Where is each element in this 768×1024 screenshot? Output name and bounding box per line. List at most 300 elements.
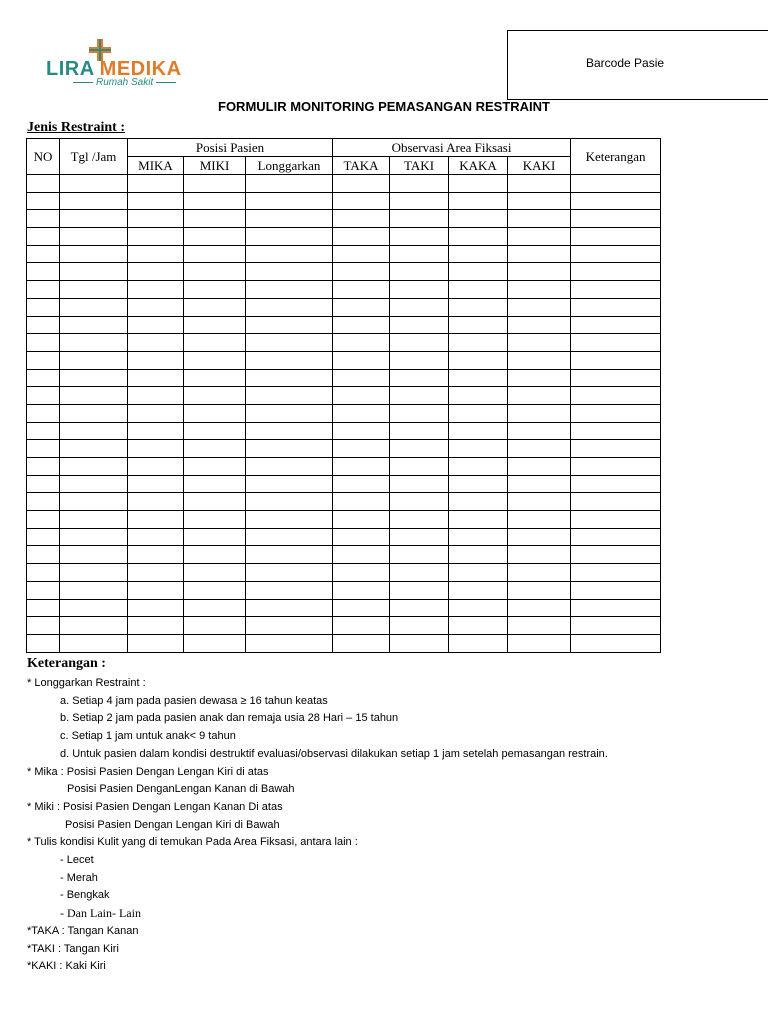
cell-taka[interactable] [333,404,390,422]
cell-kaki[interactable] [508,192,571,210]
cell-no[interactable] [27,440,60,458]
cell-kaki[interactable] [508,511,571,529]
cell-taki[interactable] [390,263,449,281]
cell-miki[interactable] [184,263,246,281]
table-row [27,316,661,334]
cell-taki[interactable] [390,546,449,564]
cell-no[interactable] [27,404,60,422]
cell-no[interactable] [27,387,60,405]
cell-taka[interactable] [333,458,390,476]
cell-kaka[interactable] [449,316,508,334]
cell-tgl-jam[interactable] [60,475,128,493]
cell-longgarkan[interactable] [246,263,333,281]
cell-kaka[interactable] [449,228,508,246]
cell-kaki[interactable] [508,334,571,352]
cell-kaka[interactable] [449,493,508,511]
cell-kaki[interactable] [508,175,571,193]
barcode-box [507,30,768,100]
cell-longgarkan[interactable] [246,351,333,369]
cell-longgarkan[interactable] [246,581,333,599]
cell-taka[interactable] [333,475,390,493]
cell-taki[interactable] [390,369,449,387]
cell-mika[interactable] [128,599,184,617]
cell-keterangan[interactable] [571,387,661,405]
cell-kaki[interactable] [508,440,571,458]
cell-keterangan[interactable] [571,546,661,564]
table-row [27,493,661,511]
cell-longgarkan[interactable] [246,334,333,352]
cell-tgl-jam[interactable] [60,581,128,599]
cell-no[interactable] [27,581,60,599]
cell-no[interactable] [27,228,60,246]
table-row [27,511,661,529]
cell-tgl-jam[interactable] [60,493,128,511]
cell-miki[interactable] [184,281,246,299]
cell-keterangan[interactable] [571,599,661,617]
cell-longgarkan[interactable] [246,422,333,440]
cell-keterangan[interactable] [571,210,661,228]
header-kaka: KAKA [449,157,508,175]
cell-tgl-jam[interactable] [60,617,128,635]
logo-subtitle: Rumah Sakit [70,77,179,88]
cell-no[interactable] [27,210,60,228]
cell-tgl-jam[interactable] [60,458,128,476]
cell-miki[interactable] [184,175,246,193]
cell-kaki[interactable] [508,422,571,440]
cell-taki[interactable] [390,475,449,493]
cell-mika[interactable] [128,458,184,476]
cell-taki[interactable] [390,298,449,316]
cell-no[interactable] [27,546,60,564]
cell-keterangan[interactable] [571,228,661,246]
cell-longgarkan[interactable] [246,634,333,652]
cell-keterangan[interactable] [571,281,661,299]
cell-taka[interactable] [333,334,390,352]
cell-kaka[interactable] [449,599,508,617]
cell-longgarkan[interactable] [246,281,333,299]
cell-kaki[interactable] [508,351,571,369]
cell-keterangan[interactable] [571,404,661,422]
cell-taki[interactable] [390,351,449,369]
table-row [27,528,661,546]
cell-tgl-jam[interactable] [60,281,128,299]
cell-mika[interactable] [128,546,184,564]
cell-no[interactable] [27,475,60,493]
cell-keterangan[interactable] [571,440,661,458]
cell-taka[interactable] [333,599,390,617]
cell-longgarkan[interactable] [246,475,333,493]
cell-miki[interactable] [184,334,246,352]
cell-mika[interactable] [128,617,184,635]
cell-miki[interactable] [184,404,246,422]
cell-longgarkan[interactable] [246,511,333,529]
cell-mika[interactable] [128,634,184,652]
cell-mika[interactable] [128,228,184,246]
cell-longgarkan[interactable] [246,175,333,193]
cell-keterangan[interactable] [571,351,661,369]
cell-tgl-jam[interactable] [60,298,128,316]
cell-keterangan[interactable] [571,316,661,334]
cell-tgl-jam[interactable] [60,175,128,193]
cell-tgl-jam[interactable] [60,634,128,652]
note-kondisi-kulit: * Tulis kondisi Kulit yang di temukan Pada Area Fiksasi, antara lain : [27,836,358,849]
cell-mika[interactable] [128,351,184,369]
cell-keterangan[interactable] [571,581,661,599]
cell-miki[interactable] [184,493,246,511]
cell-longgarkan[interactable] [246,493,333,511]
cell-kaka[interactable] [449,387,508,405]
cell-miki[interactable] [184,192,246,210]
cell-miki[interactable] [184,316,246,334]
cell-mika[interactable] [128,511,184,529]
cell-kaka[interactable] [449,404,508,422]
cell-longgarkan[interactable] [246,245,333,263]
cell-kaka[interactable] [449,281,508,299]
cell-tgl-jam[interactable] [60,334,128,352]
cell-longgarkan[interactable] [246,369,333,387]
cell-kaka[interactable] [449,245,508,263]
cell-taki[interactable] [390,528,449,546]
note-longgarkan-c: c. Setiap 1 jam untuk anak< 9 tahun [60,730,236,743]
cell-kaka[interactable] [449,475,508,493]
cell-no[interactable] [27,422,60,440]
note-miki-detail: Posisi Pasien Dengan Lengan Kiri di Bawah [65,818,280,831]
cell-taki[interactable] [390,634,449,652]
cell-miki[interactable] [184,440,246,458]
cell-kaki[interactable] [508,228,571,246]
cell-taka[interactable] [333,210,390,228]
cell-kaki[interactable] [508,634,571,652]
cell-taki[interactable] [390,581,449,599]
cell-kaka[interactable] [449,634,508,652]
cell-taka[interactable] [333,422,390,440]
cell-mika[interactable] [128,422,184,440]
cell-tgl-jam[interactable] [60,245,128,263]
cell-taki[interactable] [390,192,449,210]
cell-miki[interactable] [184,351,246,369]
notes-title: Keterangan : [27,656,106,671]
cell-tgl-jam[interactable] [60,228,128,246]
cell-tgl-jam[interactable] [60,422,128,440]
note-kulit-merah: - Merah [60,871,98,884]
cell-miki[interactable] [184,245,246,263]
cell-mika[interactable] [128,281,184,299]
cell-keterangan[interactable] [571,298,661,316]
cell-taka[interactable] [333,581,390,599]
header-taki: TAKI [390,157,449,175]
note-longgarkan-d: d. Untuk pasien dalam kondisi destruktif evaluasi/observasi dilakukan setiap 1 jam setelah pemasangan restrain. [60,747,608,760]
cell-taka[interactable] [333,387,390,405]
cell-taki[interactable] [390,493,449,511]
cell-miki[interactable] [184,458,246,476]
cell-taka[interactable] [333,316,390,334]
cell-tgl-jam[interactable] [60,387,128,405]
cell-keterangan[interactable] [571,422,661,440]
cell-longgarkan[interactable] [246,316,333,334]
cell-kaki[interactable] [508,316,571,334]
cell-mika[interactable] [128,175,184,193]
cell-no[interactable] [27,316,60,334]
cell-kaka[interactable] [449,298,508,316]
cell-keterangan[interactable] [571,458,661,476]
cell-kaka[interactable] [449,263,508,281]
cell-taka[interactable] [333,351,390,369]
cell-tgl-jam[interactable] [60,316,128,334]
barcode-label: Barcode Pasie [586,56,665,70]
cell-miki[interactable] [184,228,246,246]
cell-kaki[interactable] [508,387,571,405]
cell-longgarkan[interactable] [246,298,333,316]
cell-taka[interactable] [333,245,390,263]
cell-keterangan[interactable] [571,263,661,281]
cell-kaki[interactable] [508,281,571,299]
cell-taka[interactable] [333,175,390,193]
cell-no[interactable] [27,458,60,476]
cell-taki[interactable] [390,458,449,476]
cell-tgl-jam[interactable] [60,511,128,529]
jenis-restraint-label: Jenis Restraint : [27,120,125,135]
note-longgarkan-b: b. Setiap 2 jam pada pasien anak dan remaja usia 28 Hari – 15 tahun [60,712,399,725]
cell-kaka[interactable] [449,175,508,193]
table-row [27,281,661,299]
cell-no[interactable] [27,298,60,316]
cell-keterangan[interactable] [571,511,661,529]
cell-tgl-jam[interactable] [60,369,128,387]
cell-keterangan[interactable] [571,475,661,493]
cell-kaka[interactable] [449,440,508,458]
cell-longgarkan[interactable] [246,387,333,405]
cell-taki[interactable] [390,564,449,582]
cell-longgarkan[interactable] [246,404,333,422]
cell-mika[interactable] [128,192,184,210]
cell-longgarkan[interactable] [246,528,333,546]
cell-mika[interactable] [128,263,184,281]
cell-miki[interactable] [184,581,246,599]
cell-mika[interactable] [128,298,184,316]
cell-miki[interactable] [184,511,246,529]
cell-tgl-jam[interactable] [60,564,128,582]
table-row [27,475,661,493]
cell-miki[interactable] [184,422,246,440]
cell-kaka[interactable] [449,369,508,387]
cell-miki[interactable] [184,634,246,652]
cell-kaka[interactable] [449,546,508,564]
cell-miki[interactable] [184,617,246,635]
cell-tgl-jam[interactable] [60,528,128,546]
cell-kaka[interactable] [449,528,508,546]
cell-kaki[interactable] [508,369,571,387]
cell-mika[interactable] [128,387,184,405]
cell-mika[interactable] [128,581,184,599]
cell-longgarkan[interactable] [246,440,333,458]
cell-kaka[interactable] [449,210,508,228]
cell-tgl-jam[interactable] [60,351,128,369]
cell-no[interactable] [27,334,60,352]
cell-taki[interactable] [390,404,449,422]
cell-mika[interactable] [128,369,184,387]
cell-keterangan[interactable] [571,369,661,387]
cell-tgl-jam[interactable] [60,440,128,458]
cell-longgarkan[interactable] [246,617,333,635]
cell-miki[interactable] [184,298,246,316]
cell-taka[interactable] [333,493,390,511]
table-row [27,245,661,263]
cell-mika[interactable] [128,493,184,511]
cell-taki[interactable] [390,599,449,617]
cell-taka[interactable] [333,440,390,458]
cell-miki[interactable] [184,528,246,546]
cell-taki[interactable] [390,281,449,299]
cell-mika[interactable] [128,334,184,352]
cell-mika[interactable] [128,404,184,422]
cell-taki[interactable] [390,228,449,246]
cell-keterangan[interactable] [571,493,661,511]
cell-mika[interactable] [128,316,184,334]
cell-kaka[interactable] [449,351,508,369]
cell-keterangan[interactable] [571,528,661,546]
cell-no[interactable] [27,192,60,210]
cell-taki[interactable] [390,422,449,440]
cell-kaka[interactable] [449,192,508,210]
cell-kaka[interactable] [449,511,508,529]
cell-tgl-jam[interactable] [60,599,128,617]
cell-longgarkan[interactable] [246,564,333,582]
cell-longgarkan[interactable] [246,228,333,246]
cell-kaka[interactable] [449,564,508,582]
cell-kaki[interactable] [508,581,571,599]
cell-kaki[interactable] [508,298,571,316]
cell-taka[interactable] [333,369,390,387]
cell-taka[interactable] [333,564,390,582]
cell-kaki[interactable] [508,546,571,564]
cell-kaki[interactable] [508,263,571,281]
cell-mika[interactable] [128,528,184,546]
cell-taka[interactable] [333,192,390,210]
cell-taka[interactable] [333,511,390,529]
cell-miki[interactable] [184,369,246,387]
cell-no[interactable] [27,511,60,529]
cell-no[interactable] [27,564,60,582]
note-longgarkan: * Longgarkan Restraint : [27,677,146,689]
cell-kaka[interactable] [449,422,508,440]
cell-taka[interactable] [333,228,390,246]
cell-mika[interactable] [128,440,184,458]
cell-tgl-jam[interactable] [60,546,128,564]
cell-kaka[interactable] [449,334,508,352]
cell-taki[interactable] [390,334,449,352]
cell-kaki[interactable] [508,617,571,635]
cell-taki[interactable] [390,440,449,458]
cell-mika[interactable] [128,245,184,263]
cell-kaki[interactable] [508,404,571,422]
header-taka: TAKA [333,157,390,175]
table-row [27,334,661,352]
cell-longgarkan[interactable] [246,210,333,228]
cell-keterangan[interactable] [571,334,661,352]
cell-miki[interactable] [184,387,246,405]
cell-tgl-jam[interactable] [60,263,128,281]
cell-mika[interactable] [128,564,184,582]
cell-taki[interactable] [390,175,449,193]
cell-miki[interactable] [184,546,246,564]
cell-taka[interactable] [333,528,390,546]
cell-no[interactable] [27,175,60,193]
cell-keterangan[interactable] [571,564,661,582]
cell-taki[interactable] [390,245,449,263]
cell-kaka[interactable] [449,617,508,635]
cell-miki[interactable] [184,599,246,617]
cell-kaki[interactable] [508,475,571,493]
table-row [27,617,661,635]
cell-no[interactable] [27,493,60,511]
cell-taki[interactable] [390,316,449,334]
cell-longgarkan[interactable] [246,192,333,210]
cell-taka[interactable] [333,634,390,652]
cell-taki[interactable] [390,617,449,635]
cell-longgarkan[interactable] [246,599,333,617]
cell-kaki[interactable] [508,528,571,546]
cell-kaki[interactable] [508,210,571,228]
cell-taka[interactable] [333,546,390,564]
cell-taka[interactable] [333,617,390,635]
cell-kaki[interactable] [508,564,571,582]
cell-no[interactable] [27,351,60,369]
monitoring-table [26,138,661,653]
cell-mika[interactable] [128,210,184,228]
header-kaki: KAKI [508,157,571,175]
header-miki: MIKI [184,157,246,175]
cell-no[interactable] [27,634,60,652]
cell-miki[interactable] [184,564,246,582]
cell-taka[interactable] [333,298,390,316]
cell-no[interactable] [27,281,60,299]
cell-no[interactable] [27,245,60,263]
cell-miki[interactable] [184,210,246,228]
cell-no[interactable] [27,369,60,387]
cell-tgl-jam[interactable] [60,192,128,210]
cell-keterangan[interactable] [571,617,661,635]
cell-mika[interactable] [128,475,184,493]
cell-taka[interactable] [333,263,390,281]
cell-taki[interactable] [390,387,449,405]
cell-taka[interactable] [333,281,390,299]
cell-keterangan[interactable] [571,175,661,193]
cell-no[interactable] [27,599,60,617]
cell-kaki[interactable] [508,245,571,263]
cell-no[interactable] [27,617,60,635]
cell-longgarkan[interactable] [246,546,333,564]
cell-taki[interactable] [390,511,449,529]
note-kulit-lain: - Dan Lain- Lain [60,906,141,921]
cell-kaki[interactable] [508,458,571,476]
cell-keterangan[interactable] [571,192,661,210]
hospital-logo [46,38,186,90]
cell-kaka[interactable] [449,581,508,599]
cell-kaki[interactable] [508,599,571,617]
cell-kaki[interactable] [508,493,571,511]
note-mika-detail: Posisi Pasien DenganLengan Kanan di Bawah [67,783,295,796]
cell-miki[interactable] [184,475,246,493]
cell-kaka[interactable] [449,458,508,476]
cell-tgl-jam[interactable] [60,210,128,228]
cell-no[interactable] [27,263,60,281]
cell-longgarkan[interactable] [246,458,333,476]
cell-no[interactable] [27,528,60,546]
cell-taki[interactable] [390,210,449,228]
cell-tgl-jam[interactable] [60,404,128,422]
cell-keterangan[interactable] [571,634,661,652]
cell-keterangan[interactable] [571,245,661,263]
